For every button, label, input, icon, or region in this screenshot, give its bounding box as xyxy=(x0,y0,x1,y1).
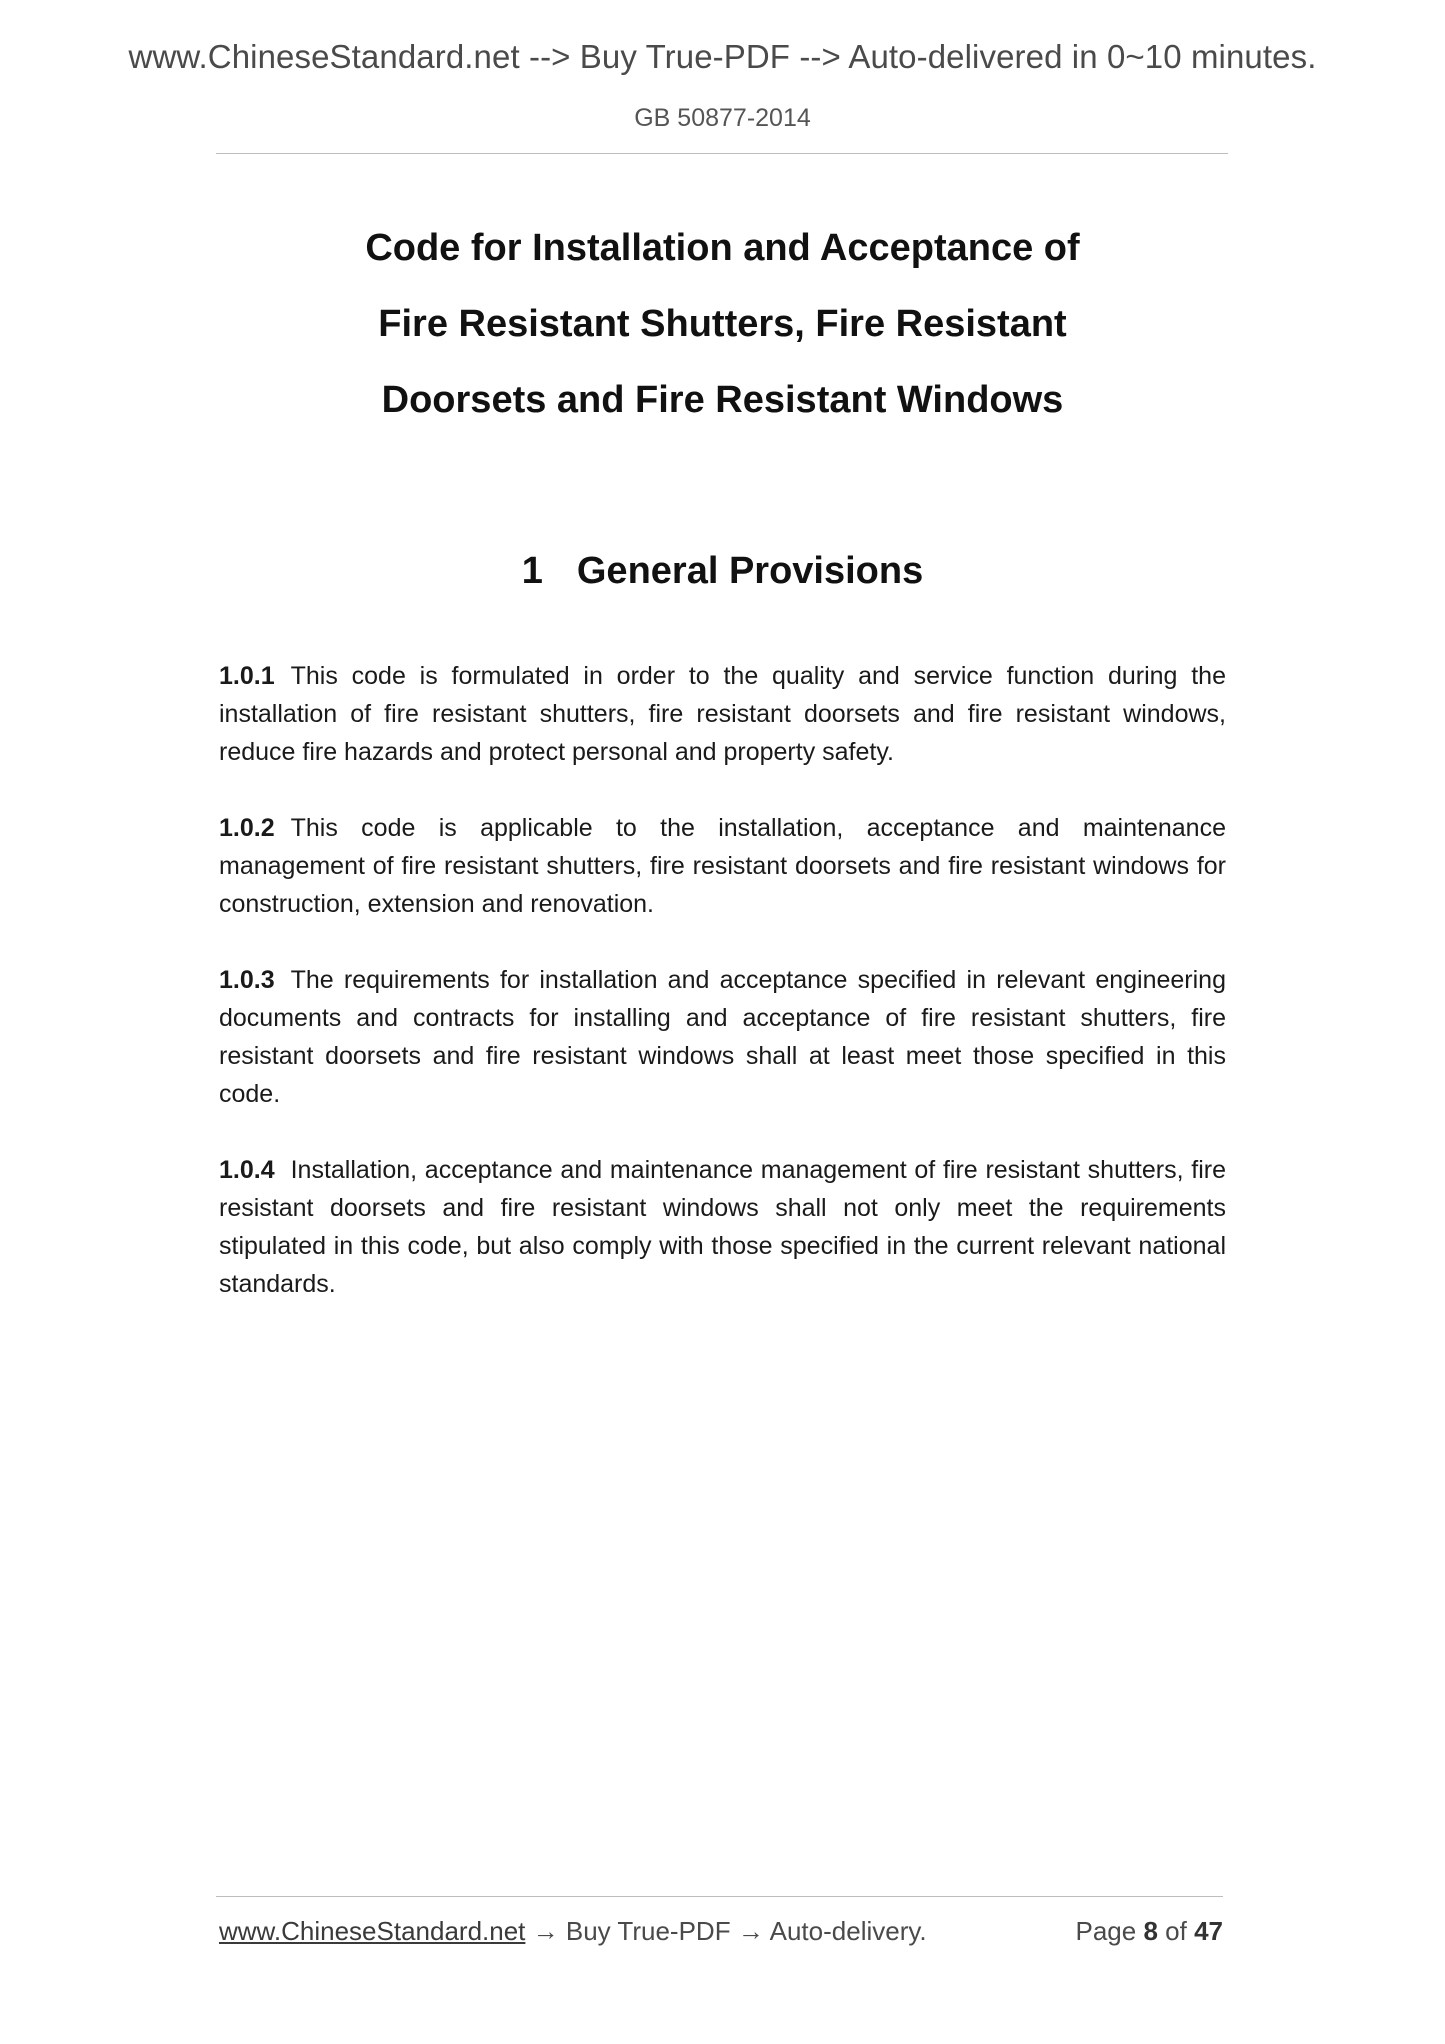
header-divider xyxy=(216,153,1228,154)
site-banner[interactable]: www.ChineseStandard.net --> Buy True-PDF --> Auto-delivered in 0~10 minutes. xyxy=(128,38,1317,75)
clause-text: This code is formulated in order to the quality and service function during the installation of fire resistant shutters, fire resistant doorsets and fire resistant windows, reduce fire hazards and protect personal and property safety. xyxy=(219,662,1226,766)
clause-number: 1.0.2 xyxy=(219,814,275,842)
clause-number: 1.0.4 xyxy=(219,1156,275,1184)
clause-1-0-4 xyxy=(219,1151,1226,1303)
clause-1-0-2 xyxy=(219,809,1226,923)
clause-1-0-3 xyxy=(219,961,1226,1113)
title-line-2: Fire Resistant Shutters, Fire Resistant xyxy=(378,303,1067,345)
clause-text: Installation, acceptance and maintenance management of fire resistant shutters, fire resistant doorsets and fire resistant windows shall not only meet the requirements stipulated in this code, but also comply with those specified in the current relevant national standards. xyxy=(219,1156,1226,1298)
footer-delivery-text: Auto-delivery. xyxy=(769,1916,927,1946)
page-footer xyxy=(219,1916,1223,1947)
chapter-number: 1 xyxy=(521,550,543,592)
title-line-3: Doorsets and Fire Resistant Windows xyxy=(381,379,1064,421)
page-indicator xyxy=(1075,1916,1223,1947)
clause-number: 1.0.3 xyxy=(219,966,275,994)
standard-code: GB 50877-2014 xyxy=(634,104,811,132)
footer-site-link[interactable]: www.ChineseStandard.net xyxy=(219,1916,526,1946)
document-title xyxy=(0,210,1445,438)
chapter-title: General Provisions xyxy=(576,550,924,592)
page-label: Page xyxy=(1075,1916,1137,1946)
title-line-1: Code for Installation and Acceptance of xyxy=(365,227,1080,269)
chapter-heading xyxy=(0,550,1445,593)
clause-list xyxy=(219,657,1226,1341)
arrow-right-icon: → xyxy=(737,1916,764,1946)
clause-number: 1.0.1 xyxy=(219,662,275,690)
clause-text: The requirements for installation and acceptance specified in relevant engineering documents and contracts for installing and acceptance of fire resistant shutters, fire resistant doorsets and fire resistant windows shall at least meet those specified in this code. xyxy=(219,966,1226,1108)
page-current: 8 xyxy=(1143,1916,1158,1946)
clause-text: This code is applicable to the installation, acceptance and maintenance management of fire resistant shutters, fire resistant doorsets and fire resistant windows for construction, extension and renovation. xyxy=(219,814,1226,918)
arrow-right-icon: → xyxy=(532,1916,559,1946)
page-total: 47 xyxy=(1194,1916,1223,1946)
clause-1-0-1 xyxy=(219,657,1226,771)
page-of: of xyxy=(1165,1916,1187,1946)
footer-divider xyxy=(216,1896,1223,1897)
footer-buy-text: Buy True-PDF xyxy=(565,1916,731,1946)
